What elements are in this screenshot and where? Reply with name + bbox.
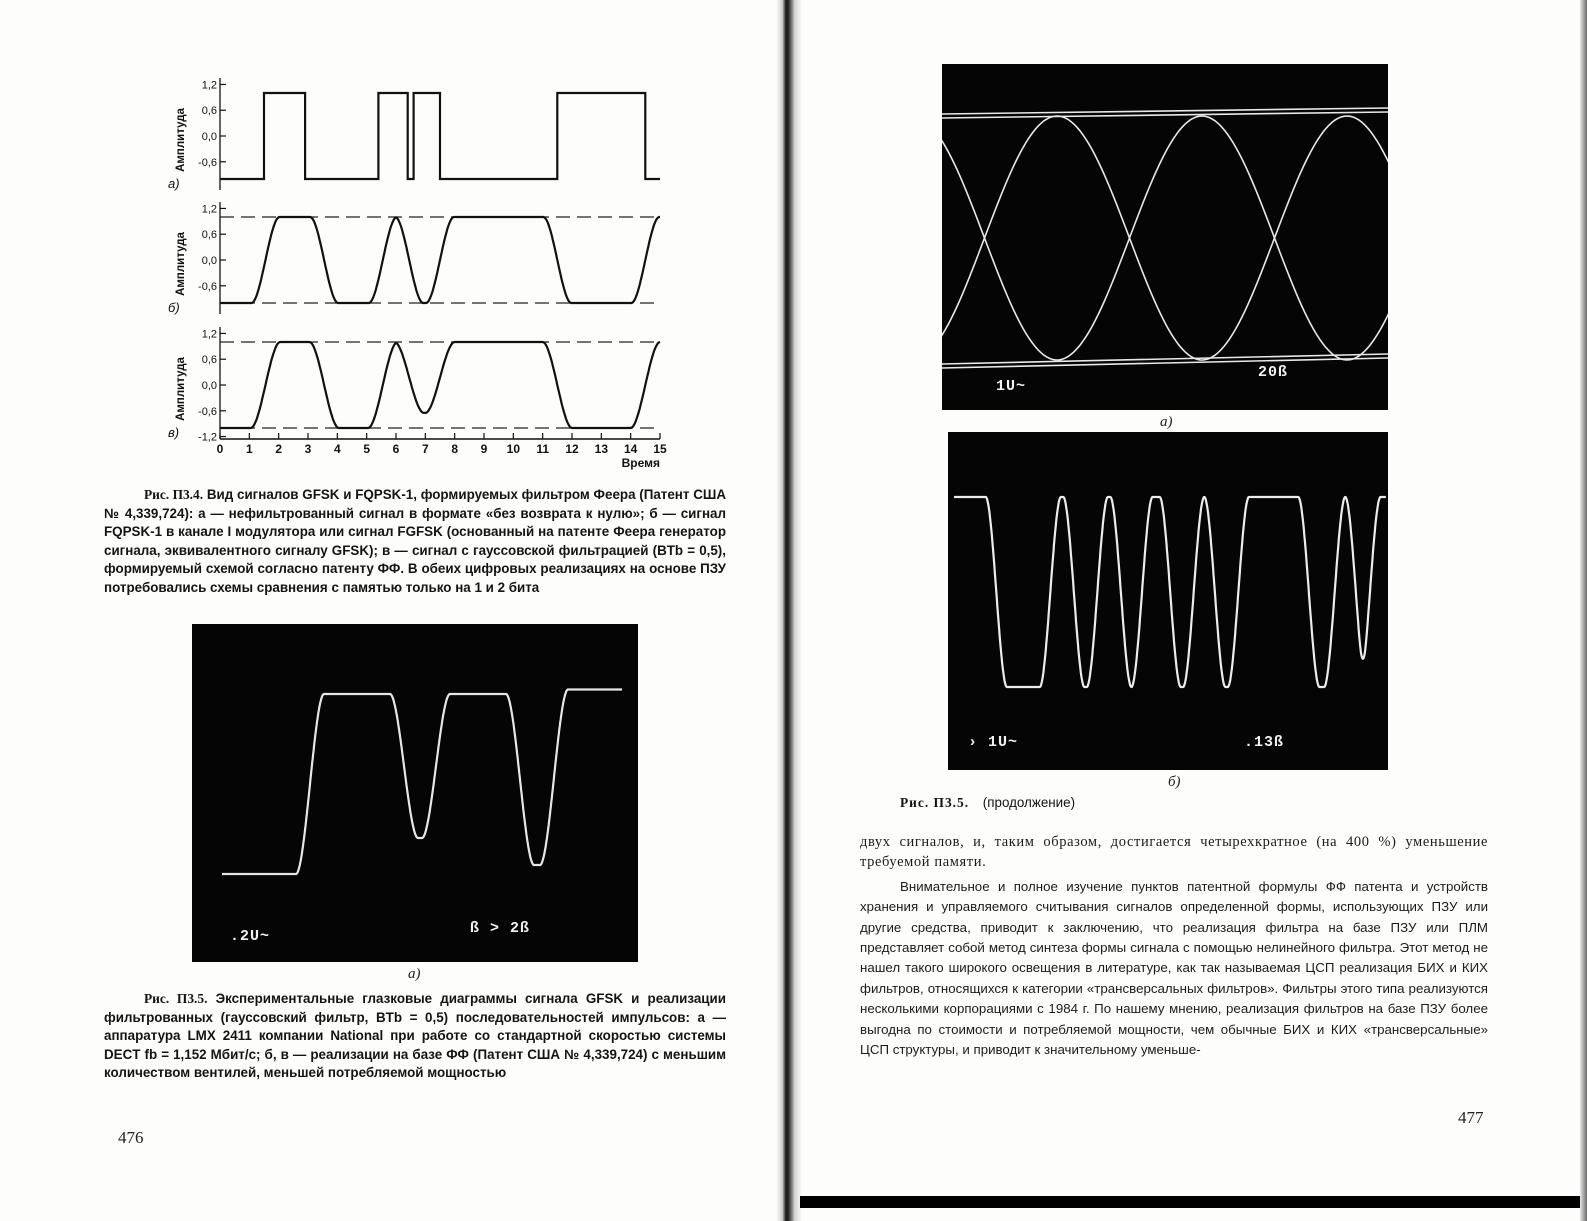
ytick-label: 1,2 — [201, 328, 217, 341]
xtick-label: 15 — [653, 442, 667, 456]
photo-left-sublabel: а) — [408, 966, 421, 982]
ytick-label: -0,6 — [198, 280, 217, 293]
xlabel: Время — [621, 456, 660, 470]
xtick-label: 0 — [216, 442, 224, 456]
xtick-label: 8 — [451, 442, 459, 456]
page-right-edge — [1580, 0, 1587, 1221]
waveform-gaussian — [220, 342, 660, 428]
oscilloscope-photo-right — [948, 432, 1388, 770]
waveform-fqpsk — [220, 217, 660, 303]
caption-cont-label: Рис. П3.5. — [900, 795, 970, 810]
ytick-label: 0,6 — [201, 105, 217, 118]
xtick-label: 12 — [565, 442, 579, 456]
photo-left-time-label: ß > 2ß — [470, 920, 531, 937]
xtick-label: 6 — [392, 442, 400, 456]
xtick-label: 7 — [421, 442, 429, 456]
caption-fig-p3-5-cont — [900, 794, 1300, 813]
photo-left-volt-label: .2U~ — [230, 928, 271, 945]
ytick-label: 0,6 — [201, 354, 217, 367]
ylabel: Амплитуда — [175, 357, 187, 421]
panel-1 — [168, 78, 660, 191]
page-number-left: 476 — [118, 1128, 144, 1147]
ytick-label: -0,6 — [198, 405, 217, 418]
panel-label: в) — [168, 425, 180, 440]
caption-fig-p3-4-text: Вид сигналов GFSK и FQPSK-1, формируемых фильтром Феера (Патент США № 4,339,724): а — нефильтрованный сигнал в формате «без возврата к нулю»; б — сигнал FQPSK-1 в канале I модулятора или сигнал FGFSK (основанный на патенте Феера генератор сигнала, эквивалентного сигналу GFSK); в — сигнал с гауссовской фильтрацией (BTb = 0,5), формируемый схемой согласно патенту ФФ. В обеих цифровых реализациях на основе ПЗУ потребовались схемы сравнения с памятью только на 1 и 2 бита — [104, 487, 726, 595]
caption-fig-p3-5-text: Экспериментальные глазковые диаграммы сигнала GFSK и реализации фильтрованных (гауссовский фильтр, BTb = 0,5) последовательностей импульсов: а — аппаратура LMX 2411 компании National при работе со стандартной скоростью системы DECT fb = 1,152 Мбит/с; б, в — реализации на базе ФФ (Патент США № 4,339,724) с меньшим количеством вентилей, меньшей потребляемой мощностью — [104, 991, 726, 1081]
panel-label: б) — [168, 300, 180, 315]
ylabel: Амплитуда — [175, 232, 187, 296]
body-paragraph-1: двух сигналов, и, таким образом, достигается четырехкратное (на 400 %) уменьшение требуемой памяти. — [860, 834, 1488, 871]
oscilloscope-trace-left — [192, 624, 638, 962]
ytick-label: -1,2 — [198, 431, 217, 444]
oscilloscope-trace-right — [948, 432, 1388, 770]
xtick-label: 2 — [275, 442, 283, 456]
caption-fig-p3-5-label: Рис. П3.5. — [144, 991, 208, 1006]
ytick-label: 0,0 — [201, 255, 217, 267]
xtick-label: 14 — [623, 442, 638, 456]
panel-3 — [168, 327, 660, 444]
body-text — [860, 832, 1488, 1060]
ytick-label: -0,6 — [198, 156, 217, 169]
page-number-right: 477 — [1458, 1108, 1484, 1127]
spine-shadow — [794, 0, 802, 1221]
ytick-label: 0,0 — [201, 380, 217, 392]
photo-right-sublabel: б) — [1168, 774, 1181, 790]
xtick-label: 3 — [304, 442, 312, 456]
caption-fig-p3-4-label: Рис. П3.4. — [144, 487, 204, 502]
xtick-label: 11 — [536, 442, 550, 456]
eye-diagram-traces — [942, 64, 1388, 410]
ytick-label: 0,0 — [201, 131, 217, 143]
xtick-label: 9 — [480, 442, 488, 456]
xtick-label: 4 — [333, 442, 341, 456]
eye-photo-sublabel: а) — [1160, 414, 1173, 430]
ytick-label: 0,6 — [201, 229, 217, 242]
xtick-label: 5 — [363, 442, 371, 456]
page-bottom-edge — [800, 1196, 1587, 1208]
eye-photo-volt-label: 1U~ — [996, 378, 1027, 395]
caption-fig-p3-5 — [104, 990, 726, 1083]
caption-fig-p3-4 — [104, 486, 726, 598]
body-paragraph-2: Внимательное и полное изучение пунктов патентной формулы ФФ патента и устройств хранения и управляемого считывания сигналов определенной формы, использующих ПЗУ или другие средства, приводит к заключению, что реализация фильтра на базе ПЗУ или ПЛМ представляет собой метод синтеза формы сигнала с помощью нелинейного фильтра. Этот метод не нашел такого широкого освещения в литературе, как так называемая ЦСП реализация БИХ и КИХ фильтров, относящихся к категории «трансверсальных фильтров». Фильтры этого типа реализуются несколькими корпорациями с 1984 г. По нашему мнению, реализация фильтров на базе ПЗУ более выгодна по стоимости и потребляемой мощности, чем обычные БИХ и КИХ «трансверсальные» ЦСП структуры, и приводит к значительному уменьше- — [860, 878, 1488, 1058]
ytick-label: 1,2 — [201, 79, 217, 92]
ytick-label: 1,2 — [201, 203, 217, 216]
book-spine — [776, 0, 794, 1221]
xtick-label: 10 — [506, 442, 521, 456]
eye-photo-time-label: 20ß — [1258, 364, 1289, 381]
oscilloscope-photo-left — [192, 624, 638, 962]
xtick-label: 13 — [594, 442, 609, 456]
xtick-label: 1 — [245, 442, 253, 456]
eye-diagram-photo — [942, 64, 1388, 410]
waveform-nrz — [220, 93, 660, 179]
ylabel: Амплитуда — [175, 108, 187, 172]
photo-right-time-label: .13ß — [1244, 734, 1285, 751]
panel-2 — [168, 202, 660, 315]
caption-cont-text: (продолжение) — [982, 795, 1076, 810]
photo-right-volt-label: › 1U~ — [968, 734, 1019, 751]
figure-p3-4 — [160, 72, 680, 482]
panel-label: а) — [168, 176, 180, 191]
